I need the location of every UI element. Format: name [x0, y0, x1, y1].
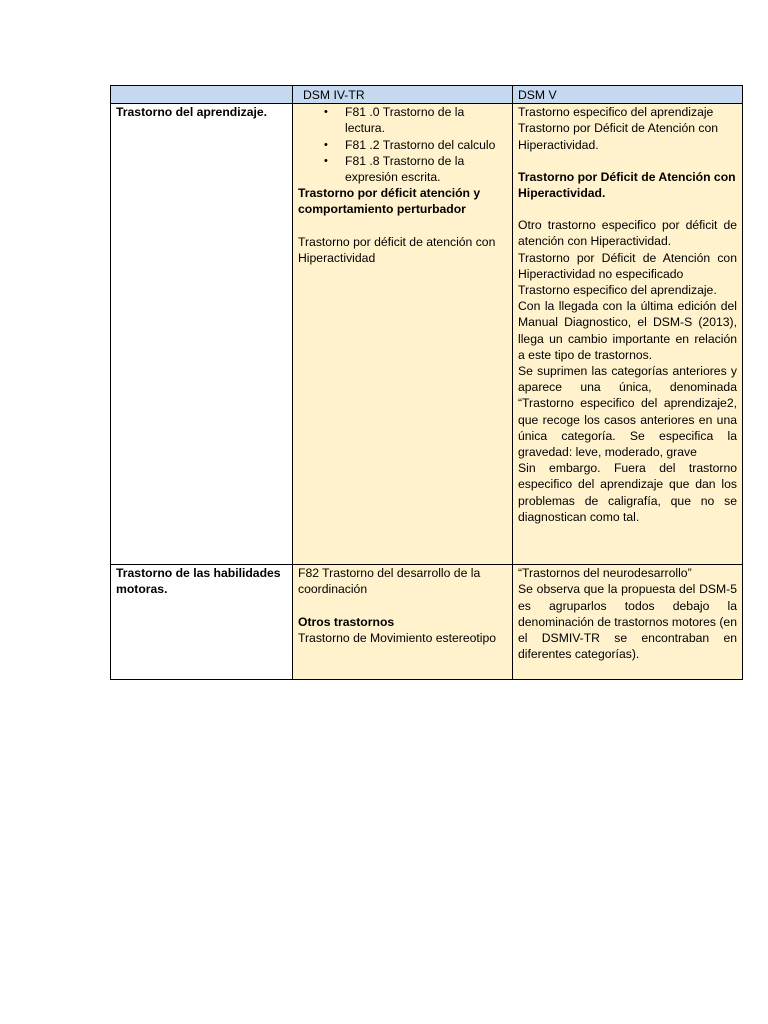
dsm5-text: Se suprimen las categorías anteriores y aparece una única, denominada “Trastorno especifico del aprendizaje2, que recoge los casos anteriores en una única categoría. Se especifica la gravedad: leve, moderado, grave [518, 364, 737, 460]
dsm4-paragraph: F82 Trastorno del desarrollo de la coordinación [298, 566, 481, 597]
dsm5-text: Trastorno especifico del aprendizaje. [518, 283, 717, 298]
list-item: • F81 .8 Trastorno de la expresión escrita. [345, 153, 507, 185]
header-cell-empty [111, 86, 293, 104]
dsm5-text: Trastorno por Déficit de Atención con Hiperactividad. [518, 169, 736, 201]
dsm5-cell-motoras [513, 565, 743, 680]
dsm5-text: Trastorno especifico del aprendizaje [518, 105, 714, 120]
dsm5-text: Trastorno por Déficit de Atención con Hiperactividad. [518, 121, 719, 152]
dsm4-paragraph: Trastorno por déficit de atención con Hiperactividad [298, 234, 496, 265]
row-label-motoras: Trastorno de las habilidades motoras. [111, 565, 293, 680]
dsm5-text: Con la llegada con la última edición del Manual Diagnostico, el DSM-S (2013), llega un cambio importante en relación a este tipo de trastornos. [518, 299, 737, 362]
dsm4-paragraph: Trastorno por déficit atención y comportamiento perturbador [298, 186, 481, 217]
dsm4-paragraph: Otros trastornos [298, 614, 395, 629]
dsm5-text: Trastorno por Déficit de Atención con Hiperactividad no especificado [518, 250, 737, 281]
table-header-row [111, 86, 743, 104]
dsm4-cell-motoras [293, 565, 513, 680]
dsm5-text: Sin embargo. Fuera del trastorno especifico del aprendizaje que dan los problemas de caligrafía, que no se diagnostican como tal. [518, 461, 737, 524]
dsm5-cell-aprendizaje [513, 104, 743, 565]
list-item: • F81 .0 Trastorno de la lectura. [345, 104, 507, 136]
header-dsm4-label: DSM IV-TR [303, 88, 365, 102]
header-cell-dsm4 [293, 86, 513, 104]
dsm4-cell-aprendizaje [293, 104, 513, 565]
dsm4-paragraph: Trastorno de Movimiento estereotipo [298, 630, 497, 645]
dsm4-bullet-list [298, 104, 507, 185]
dsm5-text: “Trastornos del neurodesarrollo” [518, 566, 692, 581]
table-row [111, 565, 743, 680]
dsm5-text: Se observa que la propuesta del DSM-5 es agruparlos todos debajo la denominación de trastornos motores (en el DSMIV-TR se encontraban en diferentes categorías). [518, 582, 737, 662]
table-row [111, 104, 743, 565]
dsm5-text: Otro trastorno especifico por déficit de atención con Hiperactividad. [518, 218, 737, 249]
row-label-aprendizaje: Trastorno del aprendizaje. [111, 104, 293, 565]
comparison-table [110, 85, 743, 680]
header-cell-dsm5: DSM V [513, 86, 743, 104]
list-item: • F81 .2 Trastorno del calculo [345, 137, 507, 153]
